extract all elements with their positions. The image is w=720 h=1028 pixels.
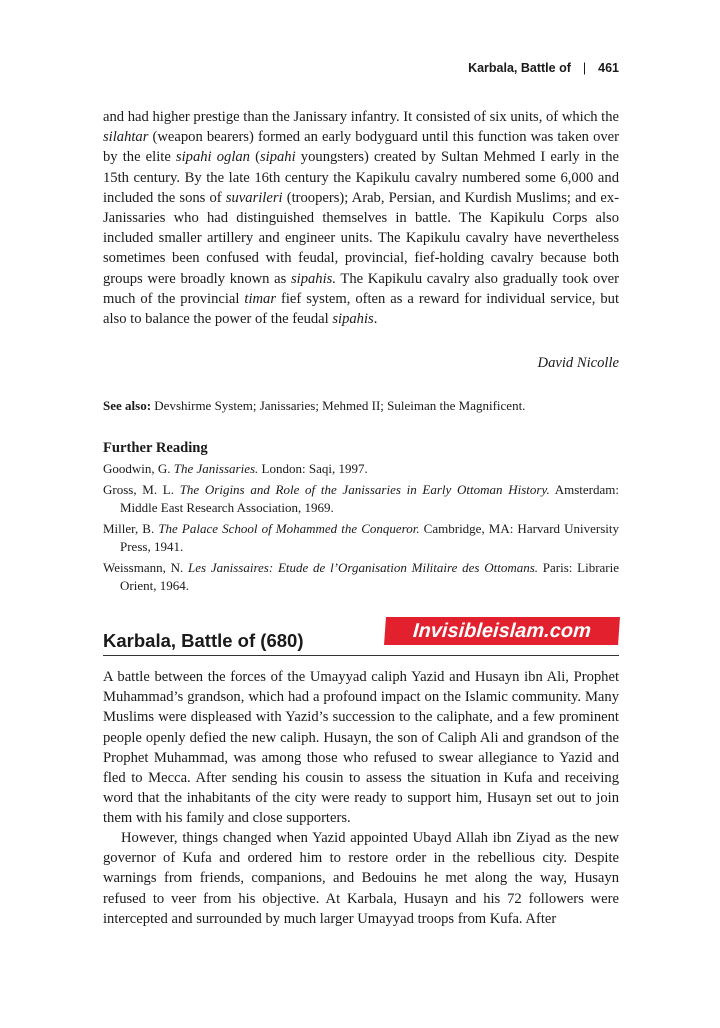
reference-item — [103, 460, 619, 478]
italic-term: suvarileri — [225, 189, 283, 206]
page-number: 461 — [598, 61, 619, 75]
reference-author: Gross, M. L. — [103, 482, 180, 497]
reference-list — [103, 460, 619, 598]
italic-term: sipahi oglan — [175, 149, 250, 166]
watermark-banner: Invisibleislam.com — [384, 617, 620, 645]
italic-term: silahtar — [103, 129, 149, 146]
text-run: ( — [249, 149, 260, 166]
article-author: David Nicolle — [537, 355, 619, 371]
reference-title: Les Janissaires: Etude de l’Organisation Militaire des Ottomans. — [188, 560, 539, 575]
text-run: (weapon bearers) formed an early bodyguard until this function was taken over by the elite — [103, 129, 619, 166]
reference-title: The Palace School of Mohammed the Conqueror. — [158, 521, 420, 536]
italic-term: timar — [244, 290, 277, 307]
running-head — [468, 61, 619, 75]
continued-paragraph — [103, 107, 619, 329]
see-also-links: Devshirme System; Janissaries; Mehmed II; Suleiman the Magnificent. — [151, 398, 526, 413]
reference-author: Goodwin, G. — [103, 461, 174, 476]
reference-title: The Janissaries. — [173, 461, 259, 476]
text-run: and had higher prestige than the Janissary infantry. It consisted of six units, of which the — [103, 109, 619, 125]
italic-term: sipahis. — [290, 270, 336, 287]
text-run: The Kapikulu cavalry also gradually took over much of the provincial — [103, 270, 619, 307]
italic-term: sipahis — [332, 311, 374, 328]
reference-item — [103, 481, 619, 517]
text-run: . — [373, 311, 378, 328]
reference-item — [103, 559, 619, 595]
reference-publication: Amsterdam: Middle East Research Association, 1969. — [120, 482, 619, 515]
running-head-title: Karbala, Battle of — [468, 61, 571, 75]
text-run: fief system, often as a reward for individual service, but also to balance the power of the feudal — [103, 290, 619, 328]
italic-term: sipahi — [259, 149, 296, 166]
reference-author: Weissmann, N. — [103, 560, 189, 575]
reference-title: The Origins and Role of the Janissaries in Early Ottoman History. — [179, 482, 550, 497]
reference-publication: Cambridge, MA: Harvard University Press, 1941. — [120, 521, 619, 554]
reference-publication: London: Saqi, 1997. — [258, 461, 368, 476]
see-also — [103, 397, 525, 414]
section-paragraph: However, things changed when Yazid appointed Ubayd Allah ibn Ziyad as the new governor of Kufa and ordered him to restore order in the rebellious city. Despite warnings from friends, companions, and Bedouins he met along the way, Husayn refused to veer from his objective. At Karbala, Husayn and his 72 followers were intercepted and surrounded by much larger Umayyad troops from Kufa. After — [103, 830, 619, 927]
further-reading-heading: Further Reading — [103, 440, 208, 456]
reference-item — [103, 520, 619, 556]
reference-publication: Paris: Librarie Orient, 1964. — [120, 560, 620, 593]
text-run: (troopers); Arab, Persian, and Kurdish Muslims; and ex-Janissaries who had distinguished themselves in battle. The Kapikulu Corps also included smaller artillery and engineer units. The Kapikulu cavalry have nevertheless sometimes been confused with feudal, provincial, fief-holding cavalry because both groups were broadly known as — [103, 189, 619, 287]
see-also-label: See also: — [103, 398, 152, 413]
section-rule — [103, 655, 619, 656]
running-head-separator: | — [582, 61, 587, 75]
text-run: youngsters) created by Sultan Mehmed I early in the 15th century. By the late 16th century the Kapikulu cavalry numbered some 6,000 and included the sons of — [103, 149, 619, 206]
section-title: Karbala, Battle of (680) — [103, 630, 304, 651]
reference-author: Miller, B. — [103, 521, 159, 536]
section-paragraph: A battle between the forces of the Umayyad caliph Yazid and Husayn ibn Ali, Prophet Muhammad’s grandson, which had a profound impact on the Islamic community. Many Muslims were displeased with Yazid’s succession to the caliphate, and a few prominent people openly defied the new caliph. Husayn, the son of Caliph Ali and grandson of the Prophet Muhammad, was among those who refused to swear allegiance to Yazid and fled to Mecca. After sending his cousin to assess the situation in Kufa and receiving word that the inhabitants of the city were ready to support him, Husayn set out to join them with his family and close supporters. — [103, 669, 619, 827]
